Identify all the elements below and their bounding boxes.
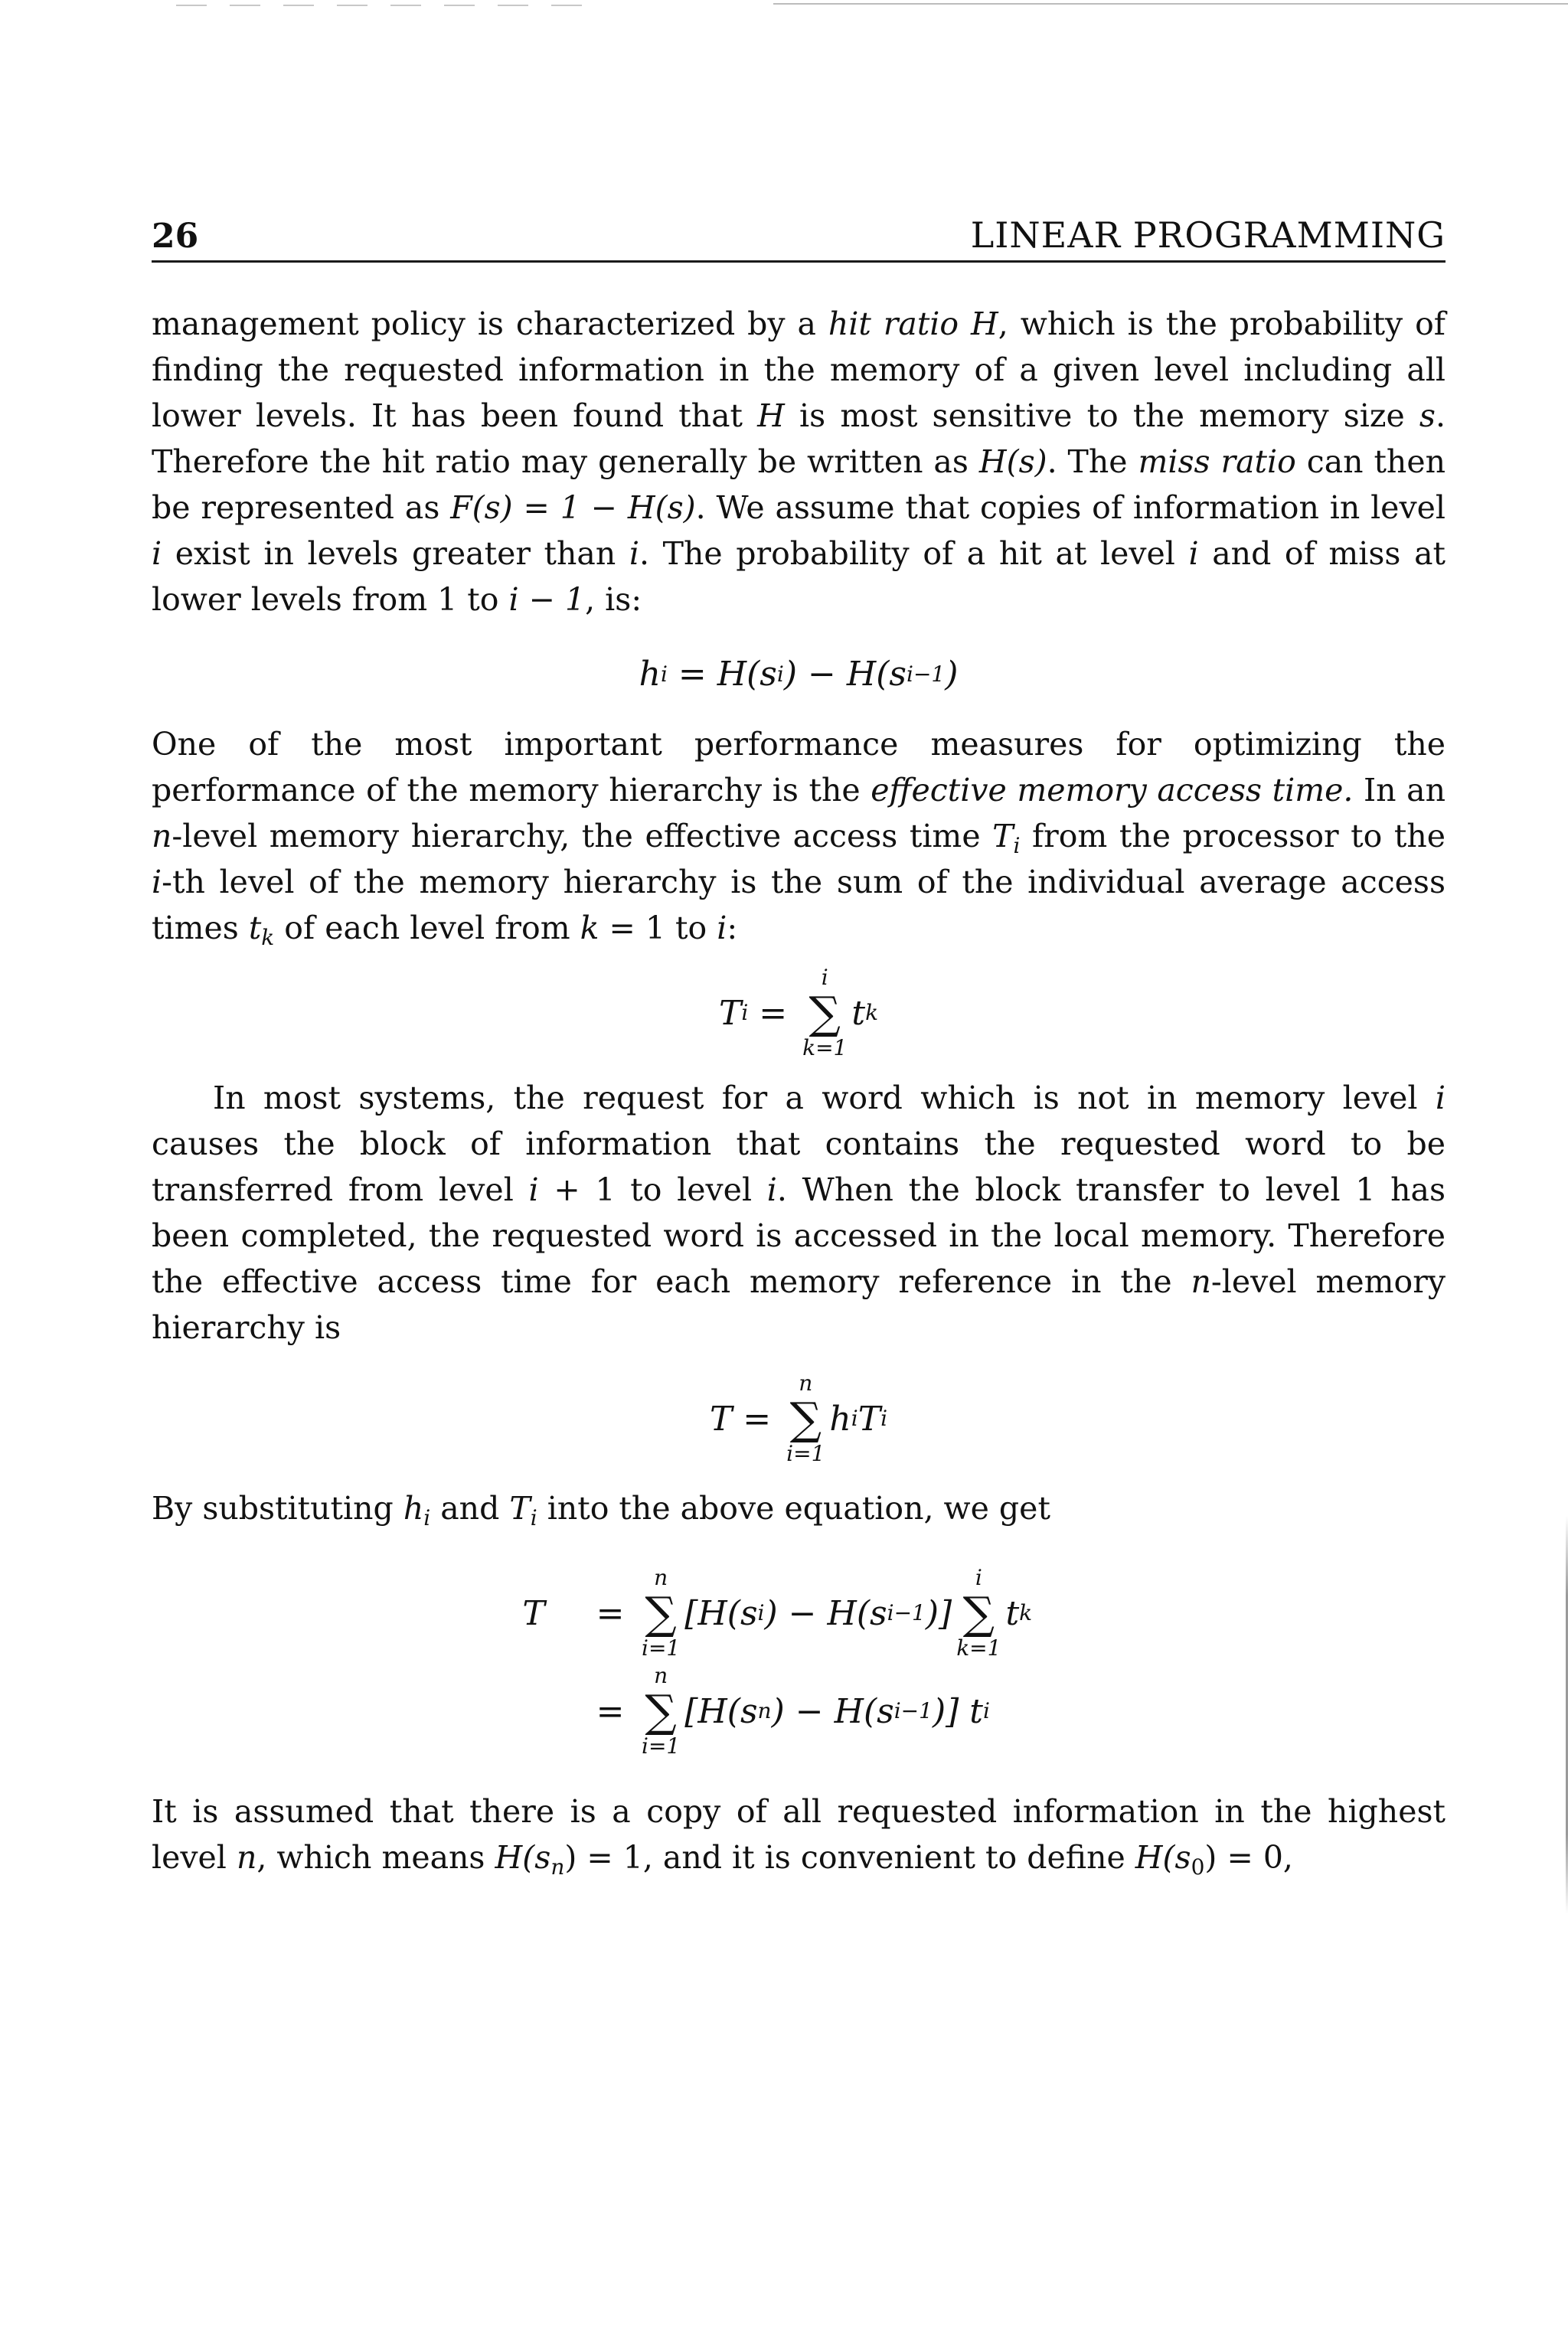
math-var: n <box>152 818 172 854</box>
sigma-symbol: ∑ <box>789 1393 822 1445</box>
math-var: t <box>969 1691 983 1731</box>
math-subscript: i <box>757 1600 765 1625</box>
math-subscript: i <box>776 661 784 687</box>
sum-upper-limit: n <box>654 1663 668 1688</box>
math-expr: H(s) <box>978 443 1047 480</box>
scan-artifact-top-line <box>773 3 1568 5</box>
paragraph-block-transfer <box>152 1075 1446 1351</box>
book-page <box>152 207 1446 1880</box>
text-run: . We assume that copies of information in level <box>695 489 1446 526</box>
paragraph-hit-ratio <box>152 301 1446 622</box>
sum-lower-limit: i=1 <box>642 1733 681 1759</box>
term-hit-ratio: hit ratio H <box>828 305 998 342</box>
page-number: 26 <box>152 217 199 256</box>
math-subscript: i <box>851 1406 858 1431</box>
text-run: and <box>430 1490 510 1527</box>
paragraph-effective-access-time <box>152 721 1446 951</box>
summation <box>642 1565 680 1661</box>
text-run: It is assumed that there is a copy of all requested information in the highest level <box>152 1793 1446 1876</box>
math-expr: [H(s <box>684 1691 758 1731</box>
math-var: h <box>829 1399 851 1439</box>
text-run: can then be represented as <box>152 443 1446 526</box>
math-expr: [H(s <box>684 1593 758 1633</box>
math-subscript: i−1 <box>893 1698 933 1723</box>
text-run: of each level from <box>274 910 580 946</box>
math-subscript: i−1 <box>906 661 946 687</box>
math-var: n <box>1191 1263 1211 1300</box>
chapter-title: LINEAR PROGRAMMING <box>970 214 1446 256</box>
math-subscript: i <box>880 1406 888 1431</box>
math-expr: H(s <box>1135 1839 1191 1876</box>
math-subscript: i <box>741 1000 749 1025</box>
math-var: n <box>236 1839 257 1876</box>
text-run: In most systems, the request for a word which is not in memory level <box>213 1080 1436 1116</box>
math-expr: ) <box>945 655 959 694</box>
scan-artifact-top-dashes <box>176 5 605 6</box>
text-run: ) = 0, <box>1204 1839 1293 1876</box>
math-expr: ) − H(s <box>764 1593 887 1633</box>
sum-lower-limit: i=1 <box>642 1635 681 1661</box>
equals-sign: = <box>596 1691 625 1731</box>
text-run: By substituting <box>152 1490 403 1527</box>
sigma-symbol: ∑ <box>645 1685 677 1737</box>
text-run: . Therefore the hit ratio may generally be written as <box>152 397 1446 480</box>
term-effective-memory-access-time: effective memory access time. <box>871 772 1354 809</box>
math-var: T <box>709 1399 733 1439</box>
sum-lower-limit: k=1 <box>802 1035 848 1060</box>
math-subscript: k <box>261 925 275 950</box>
math-expr: ) − H(s <box>771 1691 894 1731</box>
sum-lower-limit: i=1 <box>786 1441 825 1466</box>
math-var: h <box>639 655 661 694</box>
math-var: i <box>1188 535 1199 572</box>
math-var: t <box>248 910 262 946</box>
sum-upper-limit: i <box>975 1565 982 1590</box>
running-head <box>152 207 1446 263</box>
text-run: , which is the probability of finding the requested information in the memory of a given level including all lower levels. It has been found that <box>152 305 1446 434</box>
math-var: i <box>629 535 640 572</box>
equation-hit-probability <box>152 655 1446 694</box>
equals-sign: = <box>748 993 799 1033</box>
math-subscript: i−1 <box>887 1600 926 1625</box>
math-subscript: k <box>1019 1600 1033 1625</box>
math-var: H <box>757 397 785 434</box>
term-miss-ratio: miss ratio <box>1138 443 1296 480</box>
math-var: T <box>718 993 742 1033</box>
math-expr: H(s <box>495 1839 551 1876</box>
math-subscript: i <box>423 1505 431 1531</box>
math-var: T <box>992 818 1014 854</box>
math-var: i <box>528 1171 539 1208</box>
aligned-row-1 <box>637 1565 1032 1661</box>
aligned-row-2 <box>637 1663 1032 1759</box>
math-var: h <box>403 1490 424 1527</box>
text-run: causes the block of information that contains the requested word to be transferred from level <box>152 1125 1446 1208</box>
equals-sign: = <box>596 1593 625 1633</box>
text-run: , which means <box>256 1839 495 1876</box>
sum-upper-limit: n <box>799 1370 813 1396</box>
math-subscript: i <box>982 1698 990 1723</box>
math-var: T <box>522 1593 545 1633</box>
sum-lower-limit: k=1 <box>956 1635 1001 1661</box>
text-run: + 1 to level <box>538 1171 767 1208</box>
math-var: k <box>580 910 599 946</box>
math-expr: F(s) = 1 − H(s) <box>450 489 696 526</box>
text-run: = 1 to <box>599 910 717 946</box>
math-expr: )] <box>925 1593 952 1633</box>
sigma-symbol: ∑ <box>962 1587 995 1639</box>
math-var: i <box>1435 1080 1446 1116</box>
math-var: s <box>1419 397 1436 434</box>
math-expr: i − 1 <box>508 581 586 618</box>
text-run: ) = 1, and it is convenient to define <box>564 1839 1135 1876</box>
text-run: , is: <box>585 581 642 618</box>
equation-level-access-time <box>152 965 1446 1061</box>
text-run: . The probability of a hit at level <box>639 535 1189 572</box>
summation <box>956 1565 1001 1661</box>
math-subscript: i <box>660 661 668 687</box>
summation <box>802 965 847 1061</box>
text-run: and of miss at lower levels from 1 to <box>152 535 1446 618</box>
math-subscript: 0 <box>1191 1854 1205 1880</box>
text-run: is most sensitive to the memory size <box>784 397 1419 434</box>
math-var: T <box>858 1399 881 1439</box>
equals-sign: = <box>732 1399 782 1439</box>
text-run: . When the block transfer to level 1 has been completed, the requested word is accessed in the local memory. Therefore the effective access time for each memory reference in the <box>152 1171 1446 1300</box>
math-var: i <box>152 864 162 900</box>
aligned-lhs-empty <box>484 1663 583 1759</box>
math-var: t <box>851 993 866 1033</box>
equation-effective-access-time <box>152 1370 1446 1467</box>
text-run: exist in levels greater than <box>162 535 629 572</box>
math-var: i <box>152 535 162 572</box>
math-expr: ) − H(s <box>783 655 906 694</box>
text-run: -th level of the memory hierarchy is the sum of the individual average access times <box>152 864 1446 946</box>
math-subscript: n <box>757 1698 772 1723</box>
math-expr: )] <box>932 1691 970 1731</box>
text-run: One of the most important performance measures for optimizing the performance of the memory hierarchy is the <box>152 726 1446 809</box>
math-var: T <box>509 1490 531 1527</box>
sigma-symbol: ∑ <box>645 1587 677 1639</box>
text-run: -level memory hierarchy is <box>152 1263 1446 1346</box>
sum-upper-limit: n <box>654 1565 668 1590</box>
sum-upper-limit: i <box>821 965 828 990</box>
text-run: -level memory hierarchy, the effective access time <box>172 818 993 854</box>
aligned-lhs <box>484 1565 583 1661</box>
text-run: : <box>727 910 738 946</box>
math-var: i <box>766 1171 777 1208</box>
math-var: i <box>717 910 727 946</box>
paragraph-substitution <box>152 1485 1446 1531</box>
paragraph-boundary-conditions <box>152 1789 1446 1880</box>
text-run: In an <box>1353 772 1446 809</box>
text-run: . The <box>1047 443 1138 480</box>
math-subscript: k <box>865 1000 879 1025</box>
text-run: into the above equation, we get <box>537 1490 1050 1527</box>
math-var: t <box>1005 1593 1020 1633</box>
text-run: from the processor to the <box>1020 818 1446 854</box>
text-run: management policy is characterized by a <box>152 305 828 342</box>
math-subscript: i <box>1013 833 1021 858</box>
math-subscript: i <box>530 1505 537 1531</box>
summation <box>642 1663 680 1759</box>
equation-substituted-aligned <box>152 1565 1446 1759</box>
sigma-symbol: ∑ <box>808 987 841 1039</box>
math-subscript: n <box>550 1854 565 1880</box>
summation <box>786 1370 825 1467</box>
math-expr: = H(s <box>667 655 777 694</box>
